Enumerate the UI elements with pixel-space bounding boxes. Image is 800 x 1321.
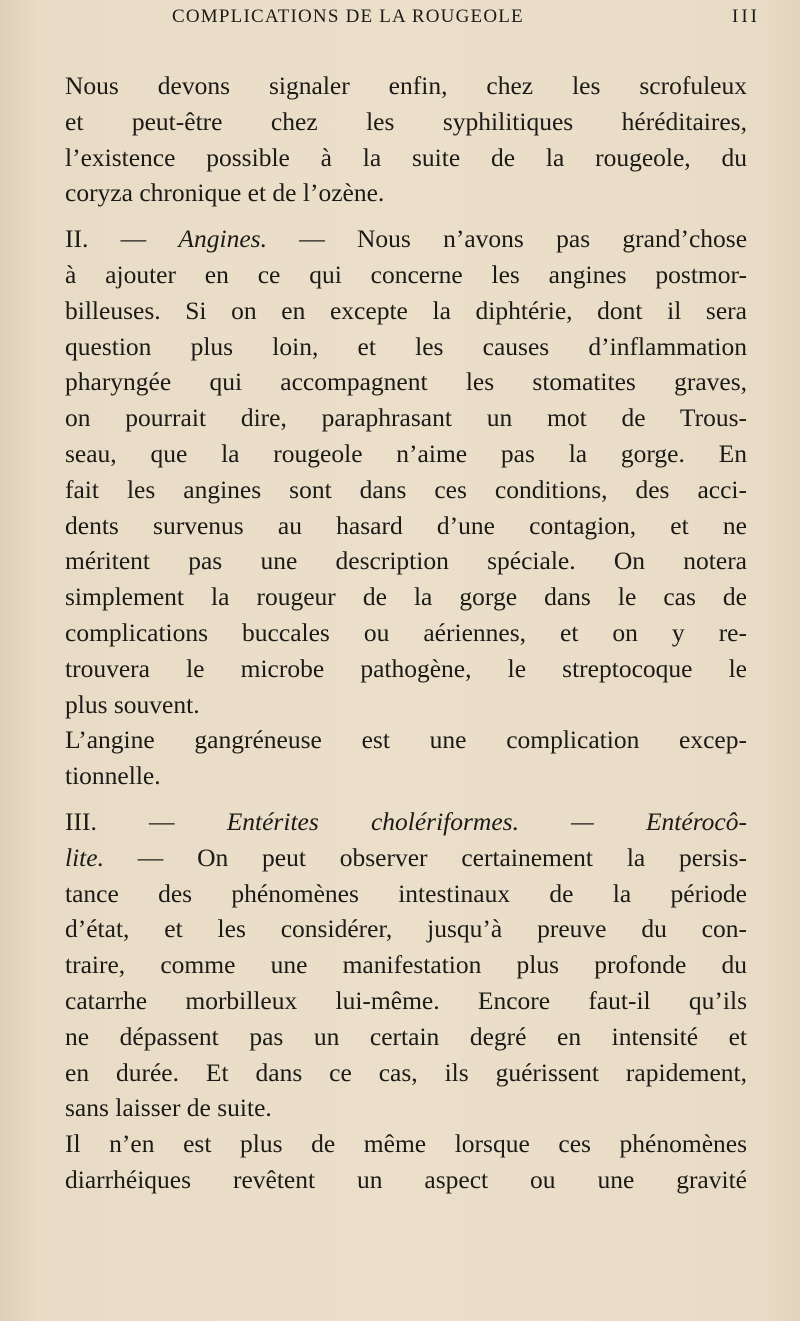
text-line <box>65 221 747 257</box>
text-line: question plus loin, et les causes d’inflammation <box>65 331 747 361</box>
text-line <box>65 840 747 876</box>
section-enterites <box>65 804 747 1126</box>
text-line: diarrhéiques revêtent un aspect ou une gravité <box>65 1164 747 1194</box>
body-text <box>65 68 747 1198</box>
section-title: Entérites cholériformes. — Entérocô- <box>226 806 747 836</box>
text-line <box>65 804 747 840</box>
page-number: III <box>732 6 760 27</box>
paragraph-angine-gangreneuse <box>65 722 747 794</box>
text-line: fait les angines sont dans ces conditions, des acci- <box>65 474 747 504</box>
text-line: l’existence possible à la suite de la rougeole, du <box>65 142 747 172</box>
text-line: tance des phénomènes intestinaux de la période <box>65 878 747 908</box>
text-line: billeuses. Si on en excepte la diphtérie, dont il sera <box>65 295 747 325</box>
text-line: plus souvent. <box>65 689 200 719</box>
section-title-continued: lite. <box>65 842 104 872</box>
text-line: on pourrait dire, paraphrasant un mot de Trous- <box>65 403 747 433</box>
text-line: tionnelle. <box>65 761 161 791</box>
text-line: et peut-être chez les syphilitiques héréditaires, <box>65 106 747 136</box>
section-number: III. — <box>65 806 175 836</box>
text-line: ne dépassent pas un certain degré en intensité et <box>65 1021 747 1051</box>
paragraph-diarrheiques <box>65 1126 747 1198</box>
text-run: — Nous n’avons pas grand’chose <box>299 224 748 254</box>
text-line: catarrhe morbilleux lui-même. Encore faut-il qu’ils <box>65 985 747 1015</box>
text-line: simplement la rougeur de la gorge dans le cas de <box>65 582 747 612</box>
text-line: seau, que la rougeole n’aime pas la gorge. En <box>65 438 747 468</box>
running-title: COMPLICATIONS DE LA ROUGEOLE <box>172 6 524 27</box>
text-line: coryza chronique et de l’ozène. <box>65 178 385 208</box>
text-line: dents survenus au hasard d’une contagion, et ne <box>65 510 747 540</box>
section-title: Angines. <box>178 224 267 254</box>
text-line: Nous devons signaler enfin, chez les scrofuleux <box>65 71 747 100</box>
text-line: Il n’en est plus de même lorsque ces phénomènes <box>65 1129 747 1159</box>
text-line: méritent pas une description spéciale. On notera <box>65 546 747 576</box>
text-line: à ajouter en ce qui concerne les angines postmor- <box>65 259 747 289</box>
running-header <box>172 6 760 36</box>
text-line: d’état, et les considérer, jusqu’à preuve du con- <box>65 914 747 944</box>
text-line: trouvera le microbe pathogène, le streptocoque le <box>65 653 747 683</box>
text-line: en durée. Et dans ce cas, ils guérissent rapidement, <box>65 1057 747 1087</box>
section-number: II. — <box>65 224 147 254</box>
text-line: sans laisser de suite. <box>65 1093 272 1123</box>
text-line: complications buccales ou aériennes, et on y re- <box>65 617 747 647</box>
text-line: L’angine gangréneuse est une complication excep- <box>65 725 747 755</box>
paragraph-scrofuleux <box>65 68 747 211</box>
text-line: pharyngée qui accompagnent les stomatites graves, <box>65 367 747 397</box>
text-run: — On peut observer certainement la persis- <box>137 842 748 872</box>
section-angines <box>65 221 747 722</box>
text-line: traire, comme une manifestation plus profonde du <box>65 950 747 980</box>
